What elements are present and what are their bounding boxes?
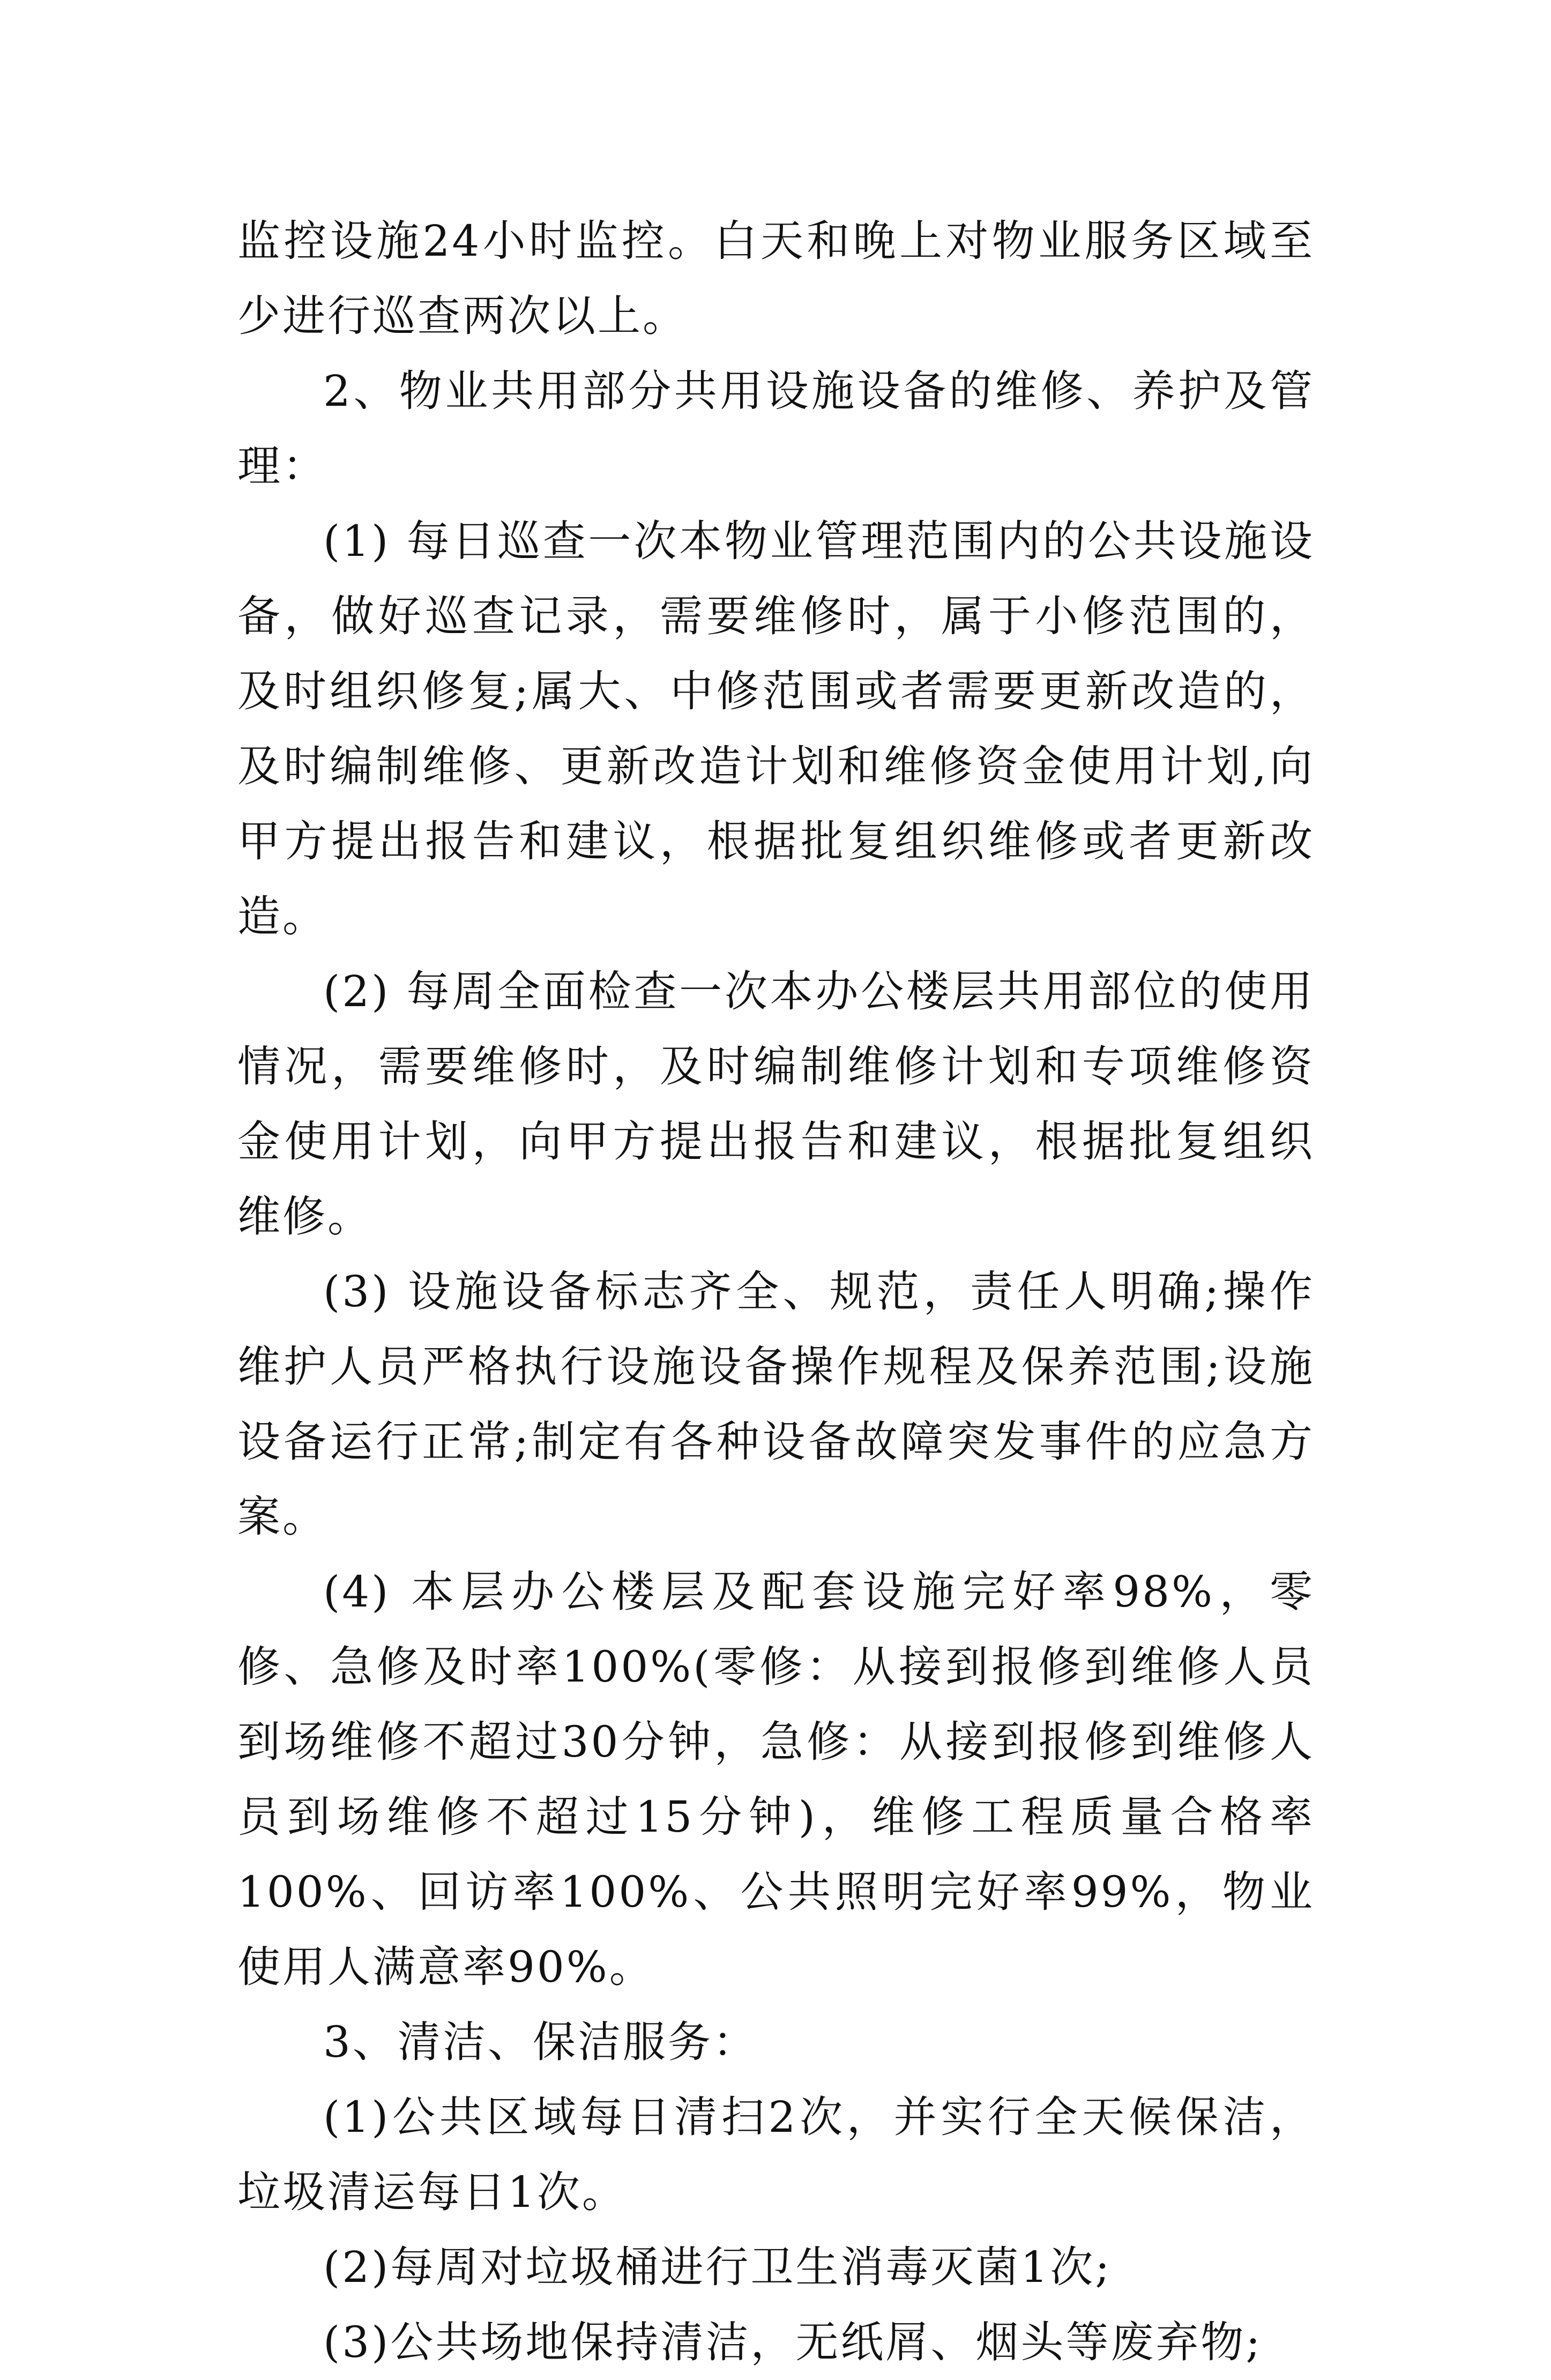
paragraph-surveillance-patrol: 监控设施24小时监控。白天和晚上对物业服务区域至少进行巡查两次以上。 [237,216,1315,341]
paragraph-item-2-4: (4) 本层办公楼层及配套设施完好率98%，零修、急修及时率100%(零修：从接到报修到维修人员到场维修不超过30分钟，急修：从接到报修到维修人员到场维修不超过15分钟)，维修工程质量合格率100%、回访率100%、公共照明完好率99%，物业使用人满意率90%。 [237,1567,1315,1992]
paragraph-item-3-1: (1)公共区域每日清扫2次，并实行全天候保洁，垃圾清运每日1次。 [237,2092,1315,2217]
paragraph-item-2-3: (3) 设施设备标志齐全、规范，责任人明确;操作维护人员严格执行设施设备操作规程及保养范围;设施设备运行正常;制定有各种设备故障突发事件的应急方案。 [237,1267,1315,1542]
paragraph-item-2-2: (2) 每周全面检查一次本办公楼层共用部位的使用情况，需要维修时，及时编制维修计划和专项维修资金使用计划，向甲方提出报告和建议，根据批复组织维修。 [237,966,1315,1241]
paragraph-item-3-3: (3)公共场地保持清洁，无纸屑、烟头等废弃物; [323,2317,1263,2367]
paragraph-section-2-heading: 2、物业共用部分共用设施设备的维修、养护及管理： [237,366,1315,491]
paragraph-item-3-2: (2)每周对垃圾桶进行卫生消毒灭菌1次; [323,2242,1112,2292]
paragraph-section-3-heading: 3、清洁、保洁服务： [323,2017,758,2067]
document-body [237,204,1315,2380]
paragraph-item-2-1: (1) 每日巡查一次本物业管理范围内的公共设施设备，做好巡查记录，需要维修时，属于小修范围的，及时组织修复;属大、中修范围或者需要更新改造的，及时编制维修、更新改造计划和维修资金使用计划,向甲方提出报告和建议，根据批复组织维修或者更新改造。 [237,516,1315,941]
